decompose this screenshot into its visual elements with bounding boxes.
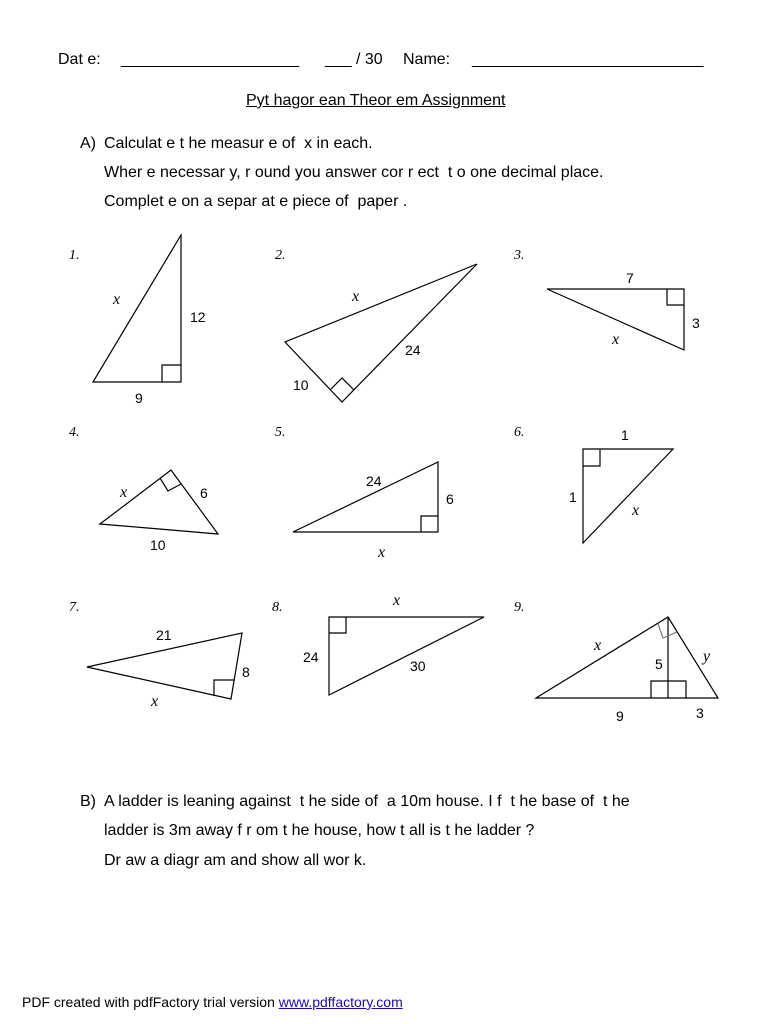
right-angle-mark-6 [583,449,600,466]
label-3-3: 3 [692,315,700,331]
label-9-9: 9 [616,708,624,724]
problem-number-5: 5. [275,425,286,440]
problem-number-8: 8. [272,600,283,615]
label-9-x: x [594,637,602,654]
label-1-x: x [113,291,121,308]
label-1-12: 12 [190,309,206,325]
label-2-10: 10 [293,377,309,393]
right-angle-mark-5 [421,516,438,532]
triangle-4 [100,470,218,534]
part-b-line-1: A ladder is leaning against t he side of a 10m house. I f t he base of t he [104,793,630,810]
label-6-1-top: 1 [621,427,629,443]
problem-number-9: 9. [514,600,525,615]
problem-number-7: 7. [69,600,80,615]
label-5-x: x [378,544,386,561]
label-4-6: 6 [200,485,208,501]
part-a-line-3: Complet e on a separ at e piece of paper . [104,193,408,210]
label-4-10: 10 [150,537,166,553]
triangle-2 [285,264,477,402]
pdf-footer [22,994,403,1010]
label-8-24: 24 [303,649,319,665]
label-2-24: 24 [405,342,421,358]
right-angle-mark-2 [330,378,354,390]
problem-number-2: 2. [275,248,286,263]
label-9-y: y [703,648,711,665]
part-b-line-3: Dr aw a diagr am and show all wor k. [104,852,367,869]
label-5-6: 6 [446,491,454,507]
footer-text: PDF created with pdfFactory trial version [22,994,279,1010]
label-7-x: x [151,693,159,710]
page-title: Pyt hagor ean Theor em Assignment [246,92,506,109]
problem-number-6: 6. [514,425,525,440]
label-8-30: 30 [410,658,426,674]
right-angle-mark-7 [214,680,234,696]
part-a-line-2: Wher e necessar y, r ound you answer cor r ect t o one decimal place. [104,164,604,181]
label-6-x: x [632,502,640,519]
triangle-9 [536,617,718,698]
name-blank: __________________________ [472,51,704,68]
date-blank: ____________________ [121,51,299,68]
label-9-3: 3 [696,705,704,721]
label-1-9: 9 [135,390,143,406]
right-angle-mark-9a [651,681,668,698]
part-b-line-2: ladder is 3m away f r om t he house, how t all is t he ladder ? [104,822,535,839]
score-total: / 30 [356,51,383,68]
part-a-line-1: Calculat e t he measur e of x in each. [104,135,373,152]
part-b-marker: B) [80,793,96,810]
label-3-7: 7 [626,270,634,286]
score-blank: ___ [325,51,352,68]
label-3-x: x [612,331,620,348]
label-7-8: 8 [242,664,250,680]
date-label: Dat e: [58,51,101,68]
part-a-marker: A) [80,135,96,152]
label-4-x: x [120,484,128,501]
triangle-8 [329,617,484,695]
label-7-21: 21 [156,627,172,643]
label-2-x: x [352,288,360,305]
label-6-1-left: 1 [569,489,577,505]
label-8-x: x [393,592,401,609]
name-label: Name: [403,51,451,68]
right-angle-mark-3 [667,289,684,305]
label-5-24: 24 [366,473,382,489]
label-9-5: 5 [655,656,663,672]
problem-number-4: 4. [69,425,80,440]
problem-number-3: 3. [514,248,525,263]
right-angle-mark-1 [162,365,181,382]
right-angle-mark-8 [329,617,346,633]
triangle-1 [93,235,181,382]
right-angle-mark-9b [668,681,686,698]
triangle-6 [583,449,673,543]
footer-link[interactable]: www.pdffactory.com [278,994,403,1010]
problem-number-1: 1. [69,248,80,263]
